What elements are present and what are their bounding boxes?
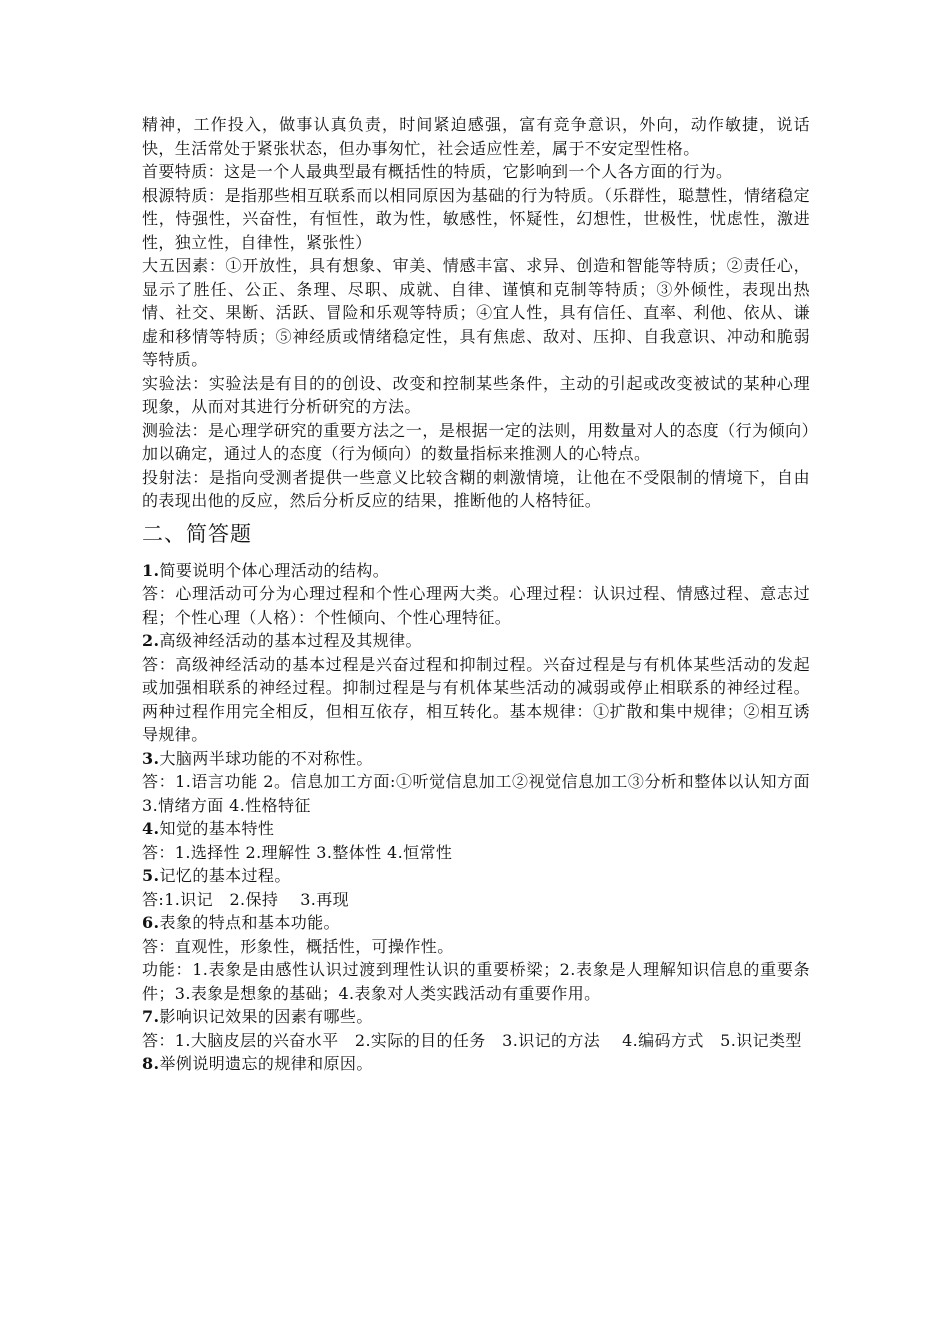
question-number: 8. [142, 1054, 160, 1073]
definition-paragraph: 首要特质：这是一个人最典型最有概括性的特质，它影响到一个人各方面的行为。 [142, 162, 733, 181]
question [142, 747, 810, 771]
answer: 答：1.语言功能 2。信息加工方面:①听觉信息加工②视觉信息加工③分析和整体以认知方面 3.情绪方面 4.性格特征 [142, 772, 810, 815]
question-text: 知觉的基本特性 [159, 819, 275, 838]
document-page [142, 113, 810, 1076]
question [142, 864, 810, 888]
question-number: 3. [142, 748, 160, 768]
answer: 功能：1.表象是由感性认识过渡到理性认识的重要桥梁；2.表象是人理解知识信息的重要条件；3.表象是想象的基础；4.表象对人类实践活动有重要作用。 [142, 960, 810, 1003]
question-number: 2. [142, 631, 160, 650]
question-number: 1. [142, 560, 160, 580]
answer: 答：1.选择性 2.理解性 3.整体性 4.恒常性 [142, 842, 453, 862]
question-text: 大脑两半球功能的不对称性。 [159, 748, 373, 768]
question [142, 1005, 810, 1029]
definition-paragraph: 投射法：是指向受测者提供一些意义比较含糊的刺激情境，让他在不受限制的情境下，自由的表现出他的反应，然后分析反应的结果，推断他的人格特征。 [142, 467, 810, 510]
answer: 答：心理活动可分为心理过程和个性心理两大类。心理过程：认识过程、情感过程、意志过程；个性心理（人格）：个性倾向、个性心理特征。 [142, 584, 810, 627]
section-title: 二、简答题 [142, 521, 252, 546]
definition-paragraph: 实验法：实验法是有目的的创设、改变和控制某些条件，主动的引起或改变被试的某种心理现象，从而对其进行分析研究的方法。 [142, 373, 810, 416]
question [142, 817, 810, 841]
question-number: 6. [142, 913, 160, 932]
question-text: 影响识记效果的因素有哪些。 [159, 1007, 373, 1026]
question [142, 911, 810, 935]
question-number: 4. [142, 819, 160, 838]
question-text: 简要说明个体心理活动的结构。 [159, 560, 390, 580]
definition-paragraph: 精神，工作投入，做事认真负责，时间紧迫感强，富有竞争意识，外向，动作敏捷，说话快，生活常处于紧张状态，但办事匆忙，社会适应性差，属于不安定型性格。 [142, 115, 810, 158]
question [142, 629, 810, 653]
answer: 答:1.识记 2.保持 3.再现 [142, 889, 350, 909]
answer: 答：高级神经活动的基本过程是兴奋过程和抑制过程。兴奋过程是与有机体某些活动的发起或加强相联系的神经过程。抑制过程是与有机体某些活动的减弱或停止相联系的神经过程。两种过程作用完全相反，但相互依存，相互转化。基本规律：①扩散和集中规律；②相互诱导规律。 [142, 654, 810, 744]
question [142, 559, 810, 583]
question-text: 高级神经活动的基本过程及其规律。 [159, 631, 422, 650]
definition-paragraph: 根源特质：是指那些相互联系而以相同原因为基础的行为特质。（乐群性，聪慧性，情绪稳定性，恃强性，兴奋性，有恒性，敢为性，敏感性，怀疑性，幻想性，世极性，忧虑性，激进性，独立性，自律性，紧张性） [142, 185, 810, 252]
question-text: 举例说明遗忘的规律和原因。 [159, 1054, 373, 1073]
definition-paragraph: 测验法：是心理学研究的重要方法之一，是根据一定的法则，用数量对人的态度（行为倾向）加以确定，通过人的态度（行为倾向）的数量指标来推测人的心特点。 [142, 420, 810, 463]
question-text: 表象的特点和基本功能。 [159, 913, 340, 932]
definition-paragraph: 大五因素：①开放性，具有想象、审美、情感丰富、求异、创造和智能等特质；②责任心，显示了胜任、公正、条理、尽职、成就、自律、谨慎和克制等特质；③外倾性，表现出热情、社交、果断、活跃、冒险和乐观等特质；④宜人性，具有信任、直率、利他、依从、谦虚和移情等特质；⑤神经质或情绪稳定性，具有焦虑、敌对、压抑、自我意识、冲动和脆弱等特质。 [142, 256, 810, 369]
answer: 答：直观性，形象性，概括性，可操作性。 [142, 936, 454, 956]
question-number: 7. [142, 1007, 160, 1026]
question-text: 记忆的基本过程。 [159, 866, 291, 885]
answer: 答：1.大脑皮层的兴奋水平 2.实际的目的任务 3.识记的方法 4.编码方式 5.识记类型 [142, 1030, 802, 1050]
question [142, 1052, 810, 1076]
question-number: 5. [142, 866, 160, 885]
